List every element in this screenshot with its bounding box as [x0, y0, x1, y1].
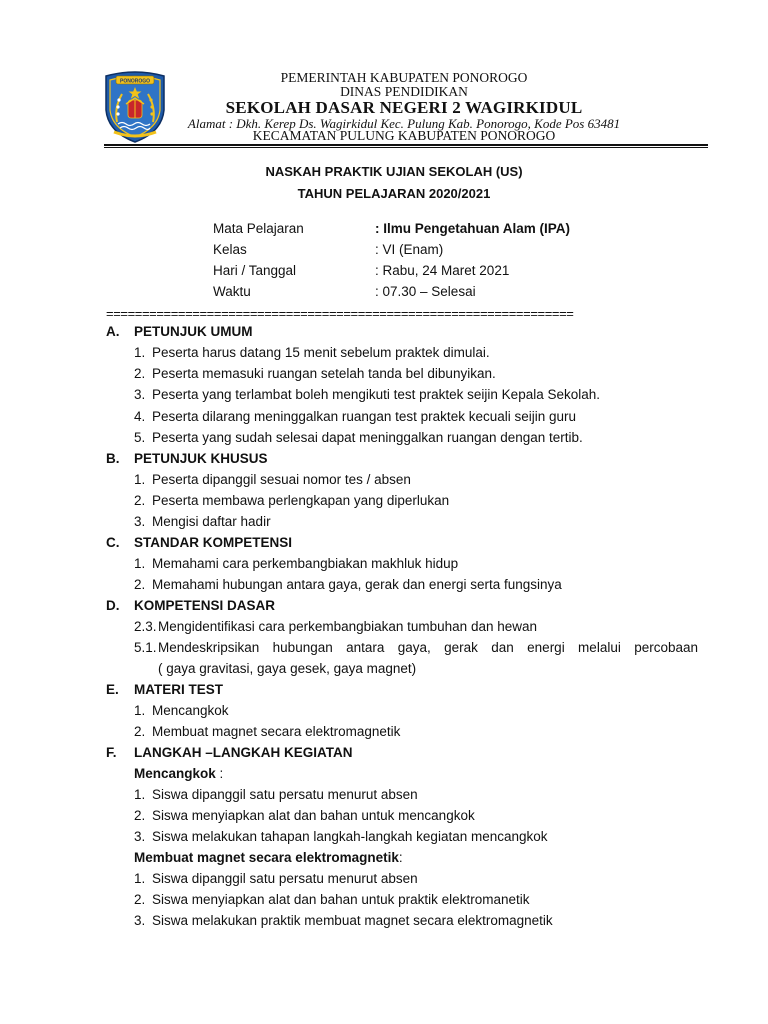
subsection-heading-suffix: : — [398, 850, 403, 865]
info-value: : Ilmu Pengetahuan Alam (IPA) — [375, 221, 571, 236]
section-f-letter: F. — [106, 745, 117, 760]
list-item-number: 1. — [134, 345, 146, 360]
list-item-number: 2. — [134, 892, 146, 907]
list-item: Mencangkok — [152, 703, 229, 718]
subsection-heading-mencangkok — [134, 766, 223, 781]
list-item-number: 2. — [134, 366, 146, 381]
list-item-number: 3. — [134, 829, 146, 844]
info-label: Kelas — [213, 242, 247, 257]
list-item-number: 3. — [134, 514, 146, 529]
subsection-heading-text: Membuat magnet secara elektromagnetik — [134, 850, 399, 865]
section-a-letter: A. — [106, 324, 120, 339]
list-item: Mengidentifikasi cara perkembangbiakan tumbuhan dan hewan — [158, 619, 537, 634]
section-b-letter: B. — [106, 451, 120, 466]
letterhead-divider-thin — [104, 147, 708, 148]
section-f-title: LANGKAH –LANGKAH KEGIATAN — [134, 745, 353, 760]
list-item-number: 1. — [134, 556, 146, 571]
list-item-number: 4. — [134, 409, 146, 424]
list-item-number: 3. — [134, 913, 146, 928]
list-item: Siswa dipanggil satu persatu menurut absen — [152, 787, 418, 802]
letterhead-divider-thick — [104, 144, 708, 146]
list-item: Mengisi daftar hadir — [152, 514, 271, 529]
list-item-number: 2. — [134, 577, 146, 592]
section-d-title: KOMPETENSI DASAR — [134, 598, 276, 613]
list-item-continuation: ( gaya gravitasi, gaya gesek, gaya magnet) — [158, 661, 417, 676]
list-item: Peserta membawa perlengkapan yang diperlukan — [152, 493, 450, 508]
list-item-number: 2. — [134, 808, 146, 823]
list-item: Siswa dipanggil satu persatu menurut absen — [152, 871, 418, 886]
list-item: Peserta dilarang meninggalkan ruangan test praktek kecuali seijin guru — [152, 409, 577, 424]
list-item-number: 5. — [134, 430, 146, 445]
section-a-title: PETUNJUK UMUM — [134, 324, 253, 339]
subsection-heading-suffix: : — [215, 766, 224, 781]
list-item: Membuat magnet secara elektromagnetik — [152, 724, 401, 739]
letterhead — [0, 0, 768, 150]
government-name: PEMERINTAH KABUPATEN PONOROGO — [280, 70, 528, 85]
list-item-number: 1. — [134, 871, 146, 886]
info-value: : 07.30 – Selesai — [375, 284, 476, 299]
list-item: Peserta dipanggil sesuai nomor tes / absen — [152, 472, 411, 487]
district-name: KECAMATAN PULUNG KABUPATEN PONOROGO — [252, 128, 556, 143]
list-item-number: 2.3. — [134, 619, 157, 634]
list-item-number: 2. — [134, 724, 146, 739]
school-address: Alamat : Dkh. Kerep Ds. Wagirkidul Kec. Pulung Kab. Ponorogo, Kode Pos 63481 — [187, 116, 621, 131]
list-item: Siswa menyiapkan alat dan bahan untuk mencangkok — [152, 808, 475, 823]
list-item: Mendeskripsikan hubungan antara gaya, gerak dan energi melalui percobaan — [158, 640, 698, 655]
list-item-number: 1. — [134, 787, 146, 802]
list-item: Peserta harus datang 15 menit sebelum praktek dimulai. — [152, 345, 490, 360]
subsection-heading-text: Mencangkok — [134, 766, 216, 781]
list-item-number: 2. — [134, 493, 146, 508]
list-item-number: 1. — [134, 703, 146, 718]
section-c-letter: C. — [106, 535, 120, 550]
list-item: Memahami cara perkembangbiakan makhluk hidup — [152, 556, 459, 571]
department-name: DINAS PENDIDIKAN — [340, 84, 468, 99]
section-e-title: MATERI TEST — [134, 682, 223, 697]
list-item: Peserta memasuki ruangan setelah tanda bel dibunyikan. — [152, 366, 496, 381]
list-item: Peserta yang terlambat boleh mengikuti test praktek seijin Kepala Sekolah. — [152, 387, 601, 402]
academic-year: TAHUN PELAJARAN 2020/2021 — [297, 186, 491, 201]
section-b-title: PETUNJUK KHUSUS — [134, 451, 268, 466]
info-value: : Rabu, 24 Maret 2021 — [375, 263, 510, 278]
list-item-number: 3. — [134, 387, 146, 402]
info-label: Waktu — [213, 284, 251, 299]
list-item: Siswa melakukan praktik membuat magnet secara elektromagnetik — [152, 913, 553, 928]
separator-line: ================================================================= — [106, 308, 574, 320]
svg-text:PONOROGO: PONOROGO — [119, 78, 151, 85]
list-item-number: 5.1. — [134, 640, 157, 655]
section-d-letter: D. — [106, 598, 120, 613]
list-item: Memahami hubungan antara gaya, gerak dan energi serta fungsinya — [152, 577, 562, 592]
section-e-letter: E. — [106, 682, 119, 697]
list-item-number: 1. — [134, 472, 146, 487]
info-label: Mata Pelajaran — [213, 221, 304, 236]
list-item: Peserta yang sudah selesai dapat meninggalkan ruangan dengan tertib. — [152, 430, 583, 445]
section-c-title: STANDAR KOMPETENSI — [134, 535, 293, 550]
subsection-heading-elektromagnetik — [134, 850, 403, 865]
list-item: Siswa menyiapkan alat dan bahan untuk praktik elektromanetik — [152, 892, 530, 907]
list-item: Siswa melakukan tahapan langkah-langkah kegiatan mencangkok — [152, 829, 548, 844]
school-name: SEKOLAH DASAR NEGERI 2 WAGIRKIDUL — [225, 98, 583, 117]
info-value: : VI (Enam) — [375, 242, 444, 257]
info-label: Hari / Tanggal — [213, 263, 297, 278]
document-title: NASKAH PRAKTIK UJIAN SEKOLAH (US) — [265, 164, 523, 179]
